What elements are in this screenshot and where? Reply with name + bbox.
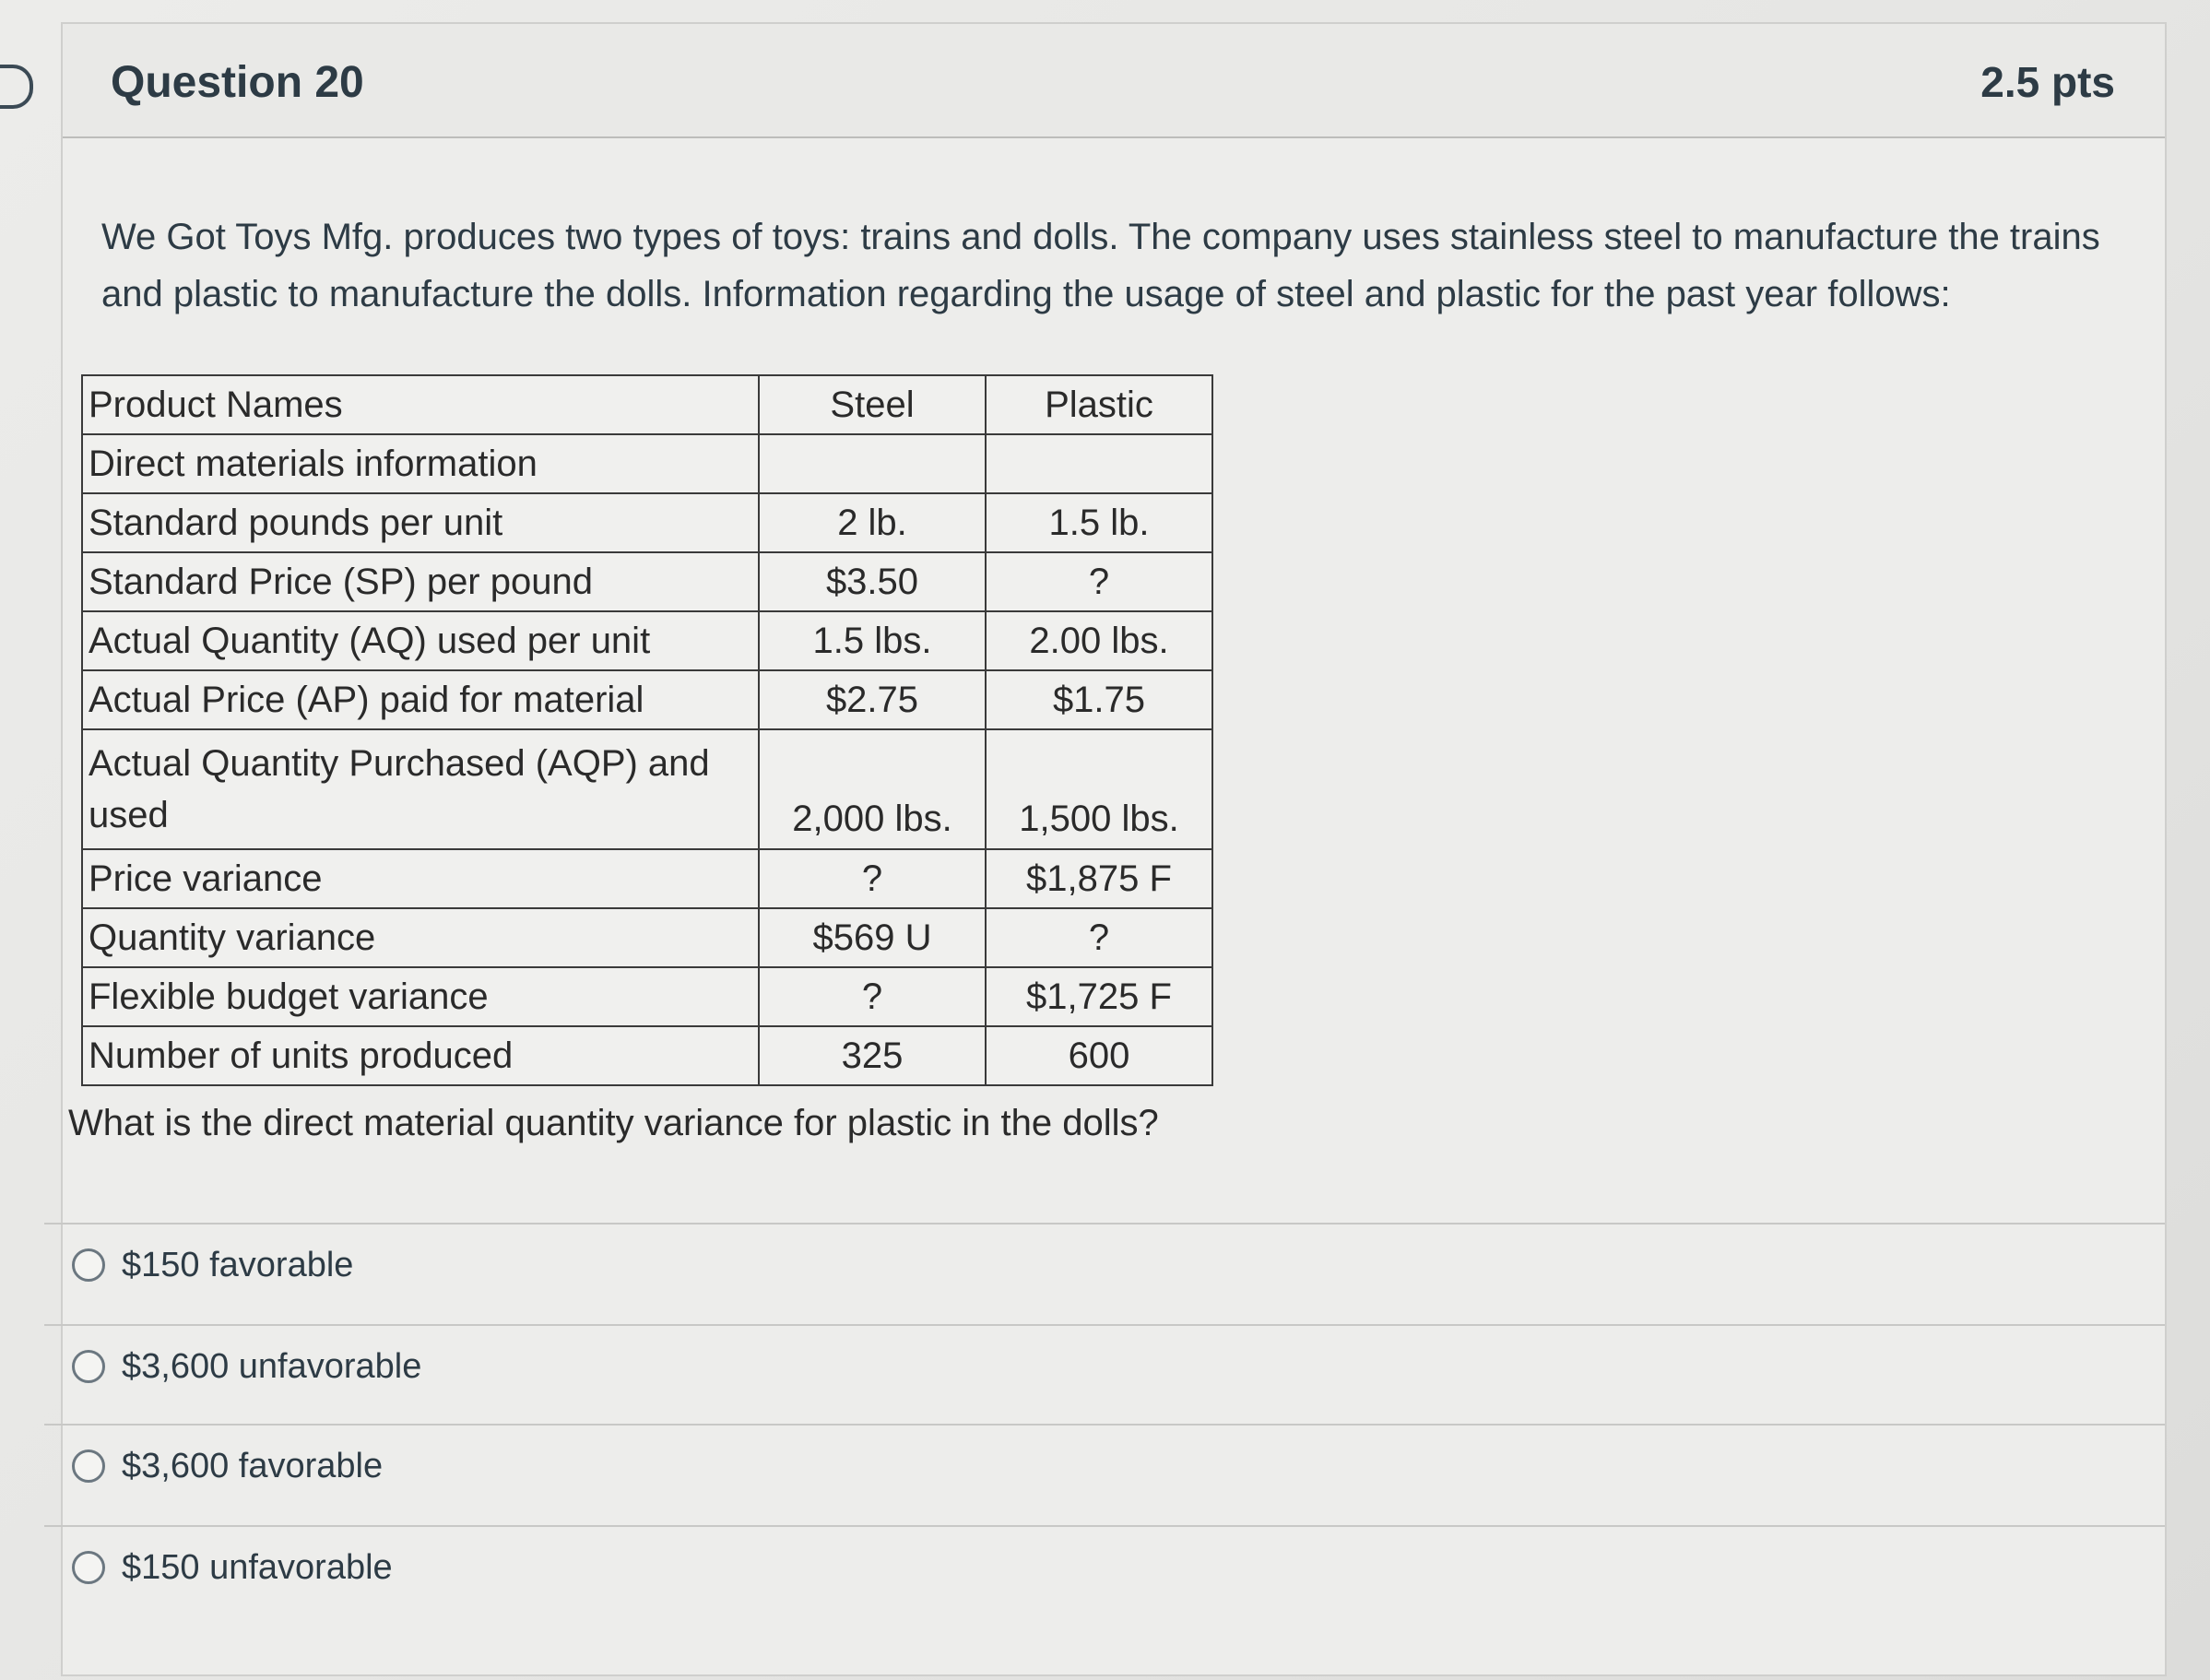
question-card xyxy=(61,22,2167,1676)
table-cell: Actual Quantity (AQ) used per unit xyxy=(82,611,759,670)
question-prompt: We Got Toys Mfg. produces two types of toys: trains and dolls. The company uses stainless steel to manufacture the trains and plastic to manufacture the dolls. Information regarding the usage of steel and plastic for the past year follows: xyxy=(101,217,2100,314)
table-cell xyxy=(986,434,1212,493)
table-cell xyxy=(759,434,986,493)
table-row xyxy=(82,552,1212,611)
table-header-row xyxy=(82,375,1212,434)
table-cell: 325 xyxy=(759,1026,986,1085)
table-row xyxy=(82,1026,1212,1085)
table-cell: Flexible budget variance xyxy=(82,967,759,1026)
question-points: 2.5 pts xyxy=(1980,58,2115,106)
table-cell: 2.00 lbs. xyxy=(986,611,1212,670)
table-cell: $3.50 xyxy=(759,552,986,611)
table-row xyxy=(82,729,1212,849)
radio-button-icon[interactable] xyxy=(72,1248,105,1282)
table-cell: ? xyxy=(759,967,986,1026)
table-cell: $1.75 xyxy=(986,670,1212,729)
answer-option-label: $3,600 unfavorable xyxy=(122,1346,422,1386)
table-row xyxy=(82,611,1212,670)
divider xyxy=(44,1223,2165,1225)
table-cell: ? xyxy=(986,552,1212,611)
answer-option-3[interactable] xyxy=(72,1438,383,1494)
table-cell: 600 xyxy=(986,1026,1212,1085)
question-header xyxy=(63,24,2165,138)
table-row xyxy=(82,493,1212,552)
table-cell xyxy=(82,729,759,849)
table-cell: Direct materials information xyxy=(82,434,759,493)
table-cell: $1,875 F xyxy=(986,849,1212,908)
table-row xyxy=(82,434,1212,493)
table-row xyxy=(82,670,1212,729)
divider xyxy=(44,1424,2165,1426)
table-header-cell: Plastic xyxy=(986,375,1212,434)
question-ask: What is the direct material quantity variance for plastic in the dolls? xyxy=(68,1103,1159,1143)
radio-button-icon[interactable] xyxy=(72,1350,105,1383)
answer-option-1[interactable] xyxy=(72,1237,353,1293)
answer-option-2[interactable] xyxy=(72,1339,421,1394)
table-row xyxy=(82,967,1212,1026)
table-cell: $2.75 xyxy=(759,670,986,729)
table-cell: ? xyxy=(986,908,1212,967)
table-row xyxy=(82,849,1212,908)
table-cell: Quantity variance xyxy=(82,908,759,967)
table-row xyxy=(82,908,1212,967)
table-cell: Standard pounds per unit xyxy=(82,493,759,552)
table-cell: 1.5 lbs. xyxy=(759,611,986,670)
table-cell: Standard Price (SP) per pound xyxy=(82,552,759,611)
answer-option-4[interactable] xyxy=(72,1540,393,1595)
divider xyxy=(44,1525,2165,1527)
question-title: Question 20 xyxy=(111,58,364,107)
table-cell-text: Actual Quantity Purchased (AQP) and used xyxy=(89,743,710,835)
table-cell: ? xyxy=(759,849,986,908)
table-cell: Number of units produced xyxy=(82,1026,759,1085)
table-header-cell: Product Names xyxy=(82,375,759,434)
table-cell: 1,500 lbs. xyxy=(986,729,1212,849)
table-cell: 2 lb. xyxy=(759,493,986,552)
divider xyxy=(44,1324,2165,1326)
table-cell: $569 U xyxy=(759,908,986,967)
table-cell: 2,000 lbs. xyxy=(759,729,986,849)
answer-option-label: $3,600 favorable xyxy=(122,1446,384,1485)
table-cell: Price variance xyxy=(82,849,759,908)
radio-button-icon[interactable] xyxy=(72,1551,105,1584)
table-cell: 1.5 lb. xyxy=(986,493,1212,552)
answer-option-label: $150 favorable xyxy=(122,1245,354,1284)
table-cell: $1,725 F xyxy=(986,967,1212,1026)
radio-button-icon[interactable] xyxy=(72,1449,105,1483)
flag-question-icon[interactable] xyxy=(0,65,33,109)
answer-option-label: $150 unfavorable xyxy=(122,1547,393,1587)
table-header-cell: Steel xyxy=(759,375,986,434)
materials-table xyxy=(81,374,1213,1086)
table-cell: Actual Price (AP) paid for material xyxy=(82,670,759,729)
